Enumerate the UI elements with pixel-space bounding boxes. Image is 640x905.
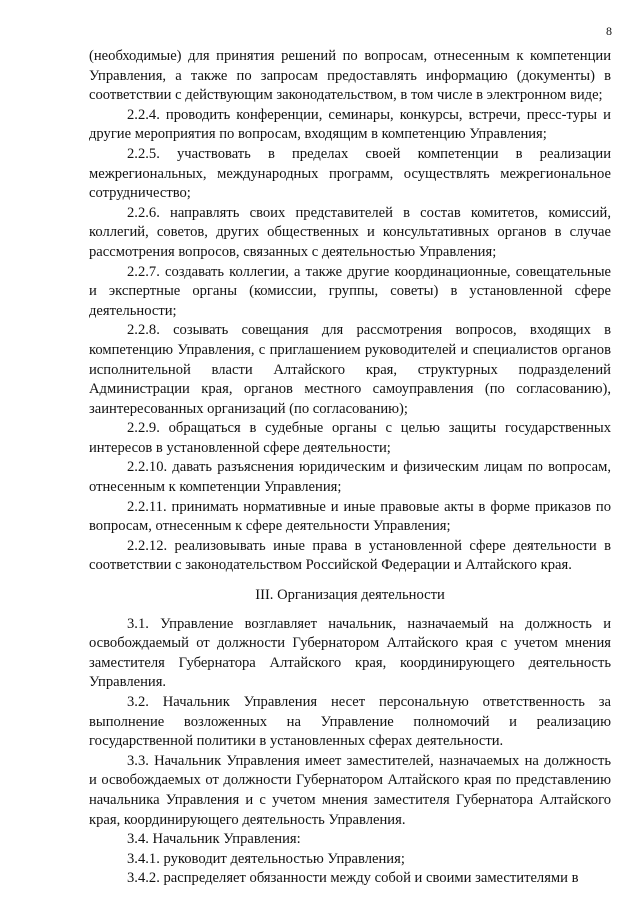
paragraph-2-2-4: 2.2.4. проводить конференции, семинары, конкурсы, встречи, пресс-туры и другие мероприятия по вопросам, входящим в компетенцию Управления; [89,106,611,143]
paragraph-2-2-11: 2.2.11. принимать нормативные и иные правовые акты в форме приказов по вопросам, отнесенным к сфере деятельности Управления; [89,498,611,535]
paragraph-3-4: 3.4. Начальник Управления: [127,831,301,848]
paragraph-2-2-6: 2.2.6. направлять своих представителей в состав комитетов, комиссий, коллегий, советов, других общественных и консультативных органов в случае рассмотрения вопросов, связанных с деятельностью Управления; [89,204,611,260]
paragraph-3-1: 3.1. Управление возглавляет начальник, назначаемый на должность и освобождаемый от должности Губернатором Алтайского края с учетом мнения заместителя Губернатора Алтайского края, координирующего деятельность Управления. [89,615,611,691]
paragraph-2-2-12: 2.2.12. реализовывать иные права в установленной сфере деятельности в соответствии с законодательством Российской Федерации и Алтайского края. [89,537,611,574]
paragraph-3-4-1: 3.4.1. руководит деятельностью Управления; [127,850,405,867]
paragraph-2-2-8: 2.2.8. созывать совещания для рассмотрения вопросов, входящих в компетенцию Управления, с приглашением руководителей и специалистов органов исполнительной власти Алтайского края, структурных подразделений Администрации края, органов местного самоуправления (по согласованию), заинтересованных организаций (по согласованию); [89,322,611,417]
paragraph-2-2-5: 2.2.5. участвовать в пределах своей компетенции в реализации межрегиональных, международных программ, осуществлять межрегиональное сотрудничество; [89,145,611,202]
paragraph-3-4-2: 3.4.2. распределяет обязанности между собой и своими заместителями в [127,870,579,887]
paragraph-2-2-9: 2.2.9. обращаться в судебные органы с целью защиты государственных интересов в установленной сфере деятельности; [89,420,611,456]
paragraph-continuation: (необходимые) для принятия решений по вопросам, отнесенным к компетенции Управления, а также по запросам предоставлять информацию (документы) в соответствии с действующим законодательством, в том числе в электронном виде; [89,48,611,104]
paragraph-3-2: 3.2. Начальник Управления несет персональную ответственность за выполнение возложенных на Управление полномочий и реализацию государственной политики в установленных сферах деятельности. [89,694,611,750]
page-number: 8 [606,24,612,38]
paragraph-2-2-10: 2.2.10. давать разъяснения юридическим и физическим лицам по вопросам, отнесенным к компетенции Управления; [89,459,611,496]
paragraph-3-3: 3.3. Начальник Управления имеет заместителей, назначаемых на должность и освобождаемых от должности Губернатором Алтайского края по представлению начальника Управления и с учетом мнения заместителя Губернатора Алтайского края, координирующего деятельность Управления. [89,752,611,828]
section-heading: III. Организация деятельности [255,587,445,604]
document-body [89,47,611,889]
paragraph-2-2-7: 2.2.7. создавать коллегии, а также другие координационные, совещательные и экспертные органы (комиссии, группы, советы) в установленной сфере деятельности; [89,263,611,319]
